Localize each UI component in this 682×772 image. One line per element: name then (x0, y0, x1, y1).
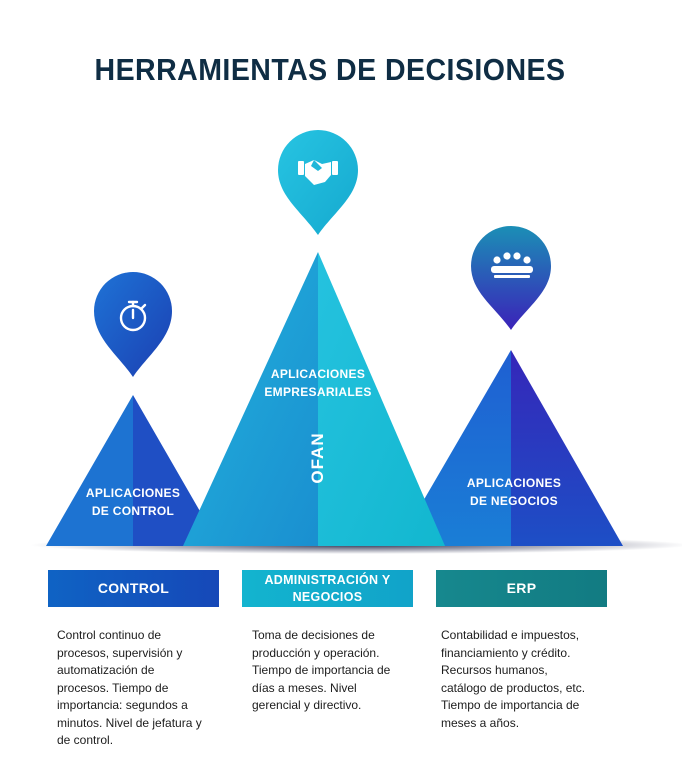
description-line: Tiempo de importancia de (441, 698, 580, 712)
description-line: días a meses. Nivel (252, 680, 357, 695)
description-control (57, 627, 227, 750)
description-line: de control. (57, 733, 114, 747)
description-line: Tiempo de importancia de (252, 663, 391, 677)
pyramid-left-label-line2: DE CONTROL (91, 504, 175, 518)
pyramid-right-label (454, 474, 574, 510)
description-line: procesos. Tiempo de (57, 680, 169, 695)
description-line: minutos. Nivel de jefatura y (57, 715, 202, 730)
description-line: catálogo de productos, etc. (441, 680, 586, 695)
pyramid-center-label-line1: APLICACIONES (270, 367, 366, 381)
pyramid-left-label (73, 484, 193, 520)
description-line: Toma de decisiones de (252, 628, 375, 642)
category-administracion-label-line2: NEGOCIOS (292, 589, 363, 604)
pyramid-center-label-line2: EMPRESARIALES (264, 385, 372, 399)
description-line: Recursos humanos, (441, 663, 548, 677)
category-control-label: CONTROL (97, 580, 170, 596)
pin-center (278, 130, 358, 235)
category-control (48, 570, 219, 607)
category-administracion-label-line1: ADMINISTRACIÓN Y (264, 572, 391, 587)
pyramid-right-label-line2: DE NEGOCIOS (470, 494, 558, 508)
description-line: gerencial y directivo. (252, 698, 362, 712)
description-line: importancia: segundos a (57, 698, 188, 712)
pyramid-left-label-line1: APLICACIONES (85, 486, 181, 500)
description-line: producción y operación. (252, 645, 380, 660)
ofan-vertical-label: OFAN (308, 432, 327, 484)
description-line: Contabilidad e impuestos, (441, 628, 580, 642)
description-line: meses a años. (441, 715, 520, 730)
pyramid-right-label-line1: APLICACIONES (466, 476, 562, 490)
pin-right (471, 226, 551, 330)
description-line: procesos, supervisión y (57, 645, 183, 660)
pin-left (94, 272, 172, 377)
description-administracion (252, 627, 412, 715)
description-line: automatización de (57, 663, 155, 677)
description-erp (441, 627, 611, 732)
description-line: Control continuo de (57, 628, 162, 642)
page-title: HERRAMIENTAS DE DECISIONES (94, 52, 566, 87)
category-erp-label: ERP (506, 580, 537, 596)
description-line: financiamiento y crédito. (441, 645, 571, 660)
pyramid-center-label (258, 365, 378, 401)
category-erp (436, 570, 607, 607)
category-administracion-negocios (242, 570, 413, 607)
